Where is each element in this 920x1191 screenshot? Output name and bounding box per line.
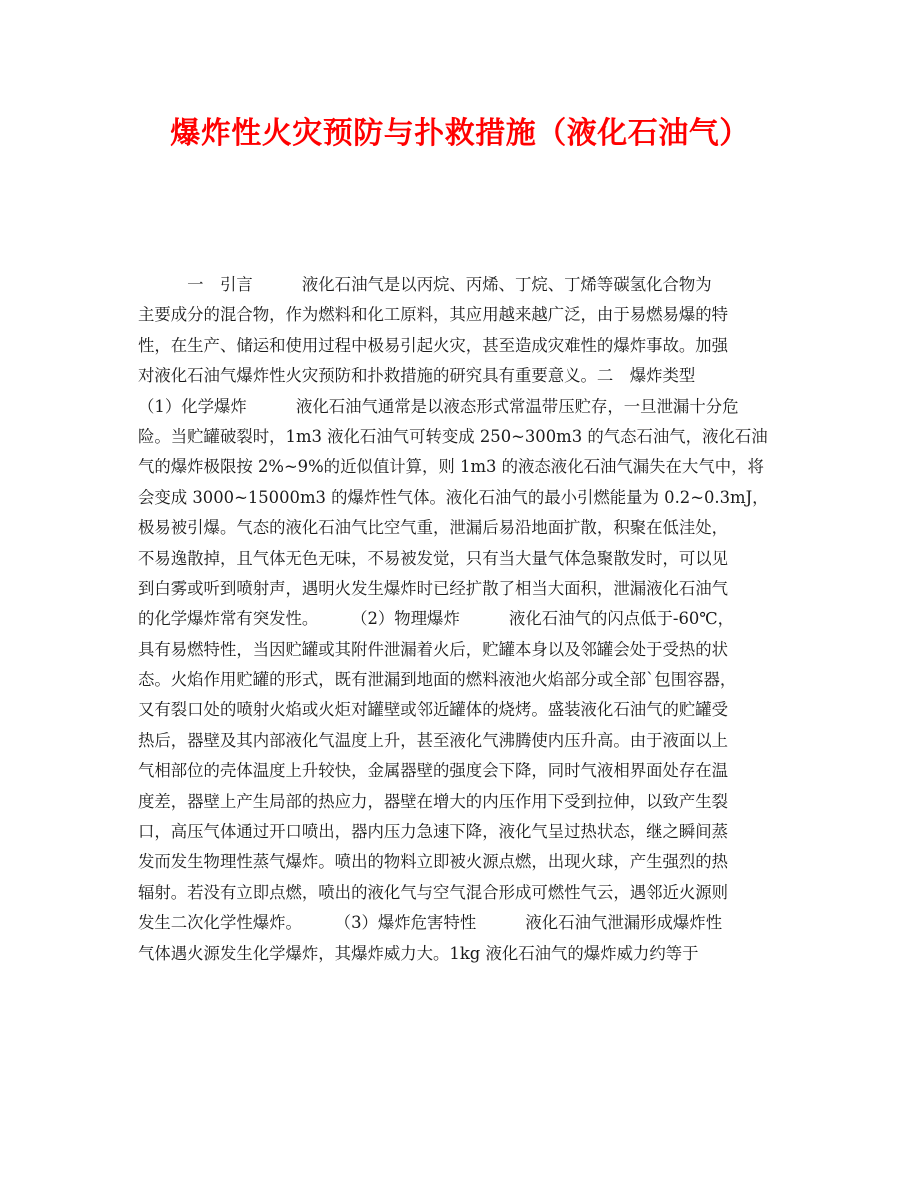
document-title: 爆炸性火灾预防与扑救措施（液化石油气） [170,116,750,151]
body-line: 热后，器壁及其内部液化气温度上升，甚至液化气沸腾使内压升高。由于液面以上 [138,730,729,750]
body-line: 不易逸散掉，且气体无色无味，不易被发觉，只有当大量气体急聚散发时，可以见 [138,548,729,568]
document-body [138,270,783,969]
body-line: 气的爆炸极限按 2%~9%的近似值计算，则 1m3 的液态液化石油气漏失在大气中，将 [138,457,764,477]
body-line: 一 引言 液化石油气是以丙烷、丙烯、丁烷、丁烯等碳氢化合物为 [138,275,712,294]
body-line: 辐射。若没有立即点燃，喷出的液化气与空气混合形成可燃性气云，遇邻近火源则 [138,882,729,902]
body-line: 主要成分的混合物，作为燃料和化工原料，其应用越来越广泛，由于易燃易爆的特 [138,305,729,325]
body-line: 会变成 3000~15000m3 的爆炸性气体。液化石油气的最小引燃能量为 0.2~0.3mJ， [138,487,769,507]
body-line: 对液化石油气爆炸性火灾预防和扑救措施的研究具有重要意义。二 爆炸类型 [138,366,696,386]
body-line: 又有裂口处的喷射火焰或火炬对罐壁或邻近罐体的烧烤。盛装液化石油气的贮罐受 [138,700,729,720]
body-line: 态。火焰作用贮罐的形式，既有泄漏到地面的燃料液池火焰部分或全部`包围容器， [138,670,737,690]
body-line: 度差，器壁上产生局部的热应力，器壁在增大的内压作用下受到拉伸，以致产生裂 [138,791,729,811]
body-line: 发而发生物理性蒸气爆炸。喷出的物料立即被火源点燃，出现火球，产生强烈的热 [138,852,729,872]
body-line: 性，在生产、储运和使用过程中极易引起火灾，甚至造成灾难性的爆炸事故。加强 [138,335,729,355]
body-line: 险。当贮罐破裂时，1m3 液化石油气可转变成 250~300m3 的气态石油气，液化石油 [138,426,768,446]
body-line: 口，高压气体通过开口喷出，器内压力急速下降，液化气呈过热状态，继之瞬间蒸 [138,822,729,842]
body-line: 的化学爆炸常有突发性。 （2）物理爆炸 液化石油气的闪点低于-60℃， [138,609,735,629]
body-line: 到白雾或听到喷射声，遇明火发生爆炸时已经扩散了相当大面积，泄漏液化石油气 [138,578,729,598]
body-line: 极易被引爆。气态的液化石油气比空气重，泄漏后易沿地面扩散，积聚在低洼处， [138,518,729,538]
body-line: 具有易燃特性，当因贮罐或其附件泄漏着火后，贮罐本身以及邻罐会处于受热的状 [138,639,729,659]
body-line: 气体遇火源发生化学爆炸，其爆炸威力大。1kg 液化石油气的爆炸威力约等于 [138,943,699,963]
body-line: 气相部位的壳体温度上升较快，金属器壁的强度会下降，同时气液相界面处存在温 [138,761,729,781]
body-line: 发生二次化学性爆炸。 （3）爆炸危害特性 液化石油气泄漏形成爆炸性 [138,913,723,933]
body-line: （1）化学爆炸 液化石油气通常是以液态形式常温带压贮存，一旦泄漏十分危 [138,396,739,416]
